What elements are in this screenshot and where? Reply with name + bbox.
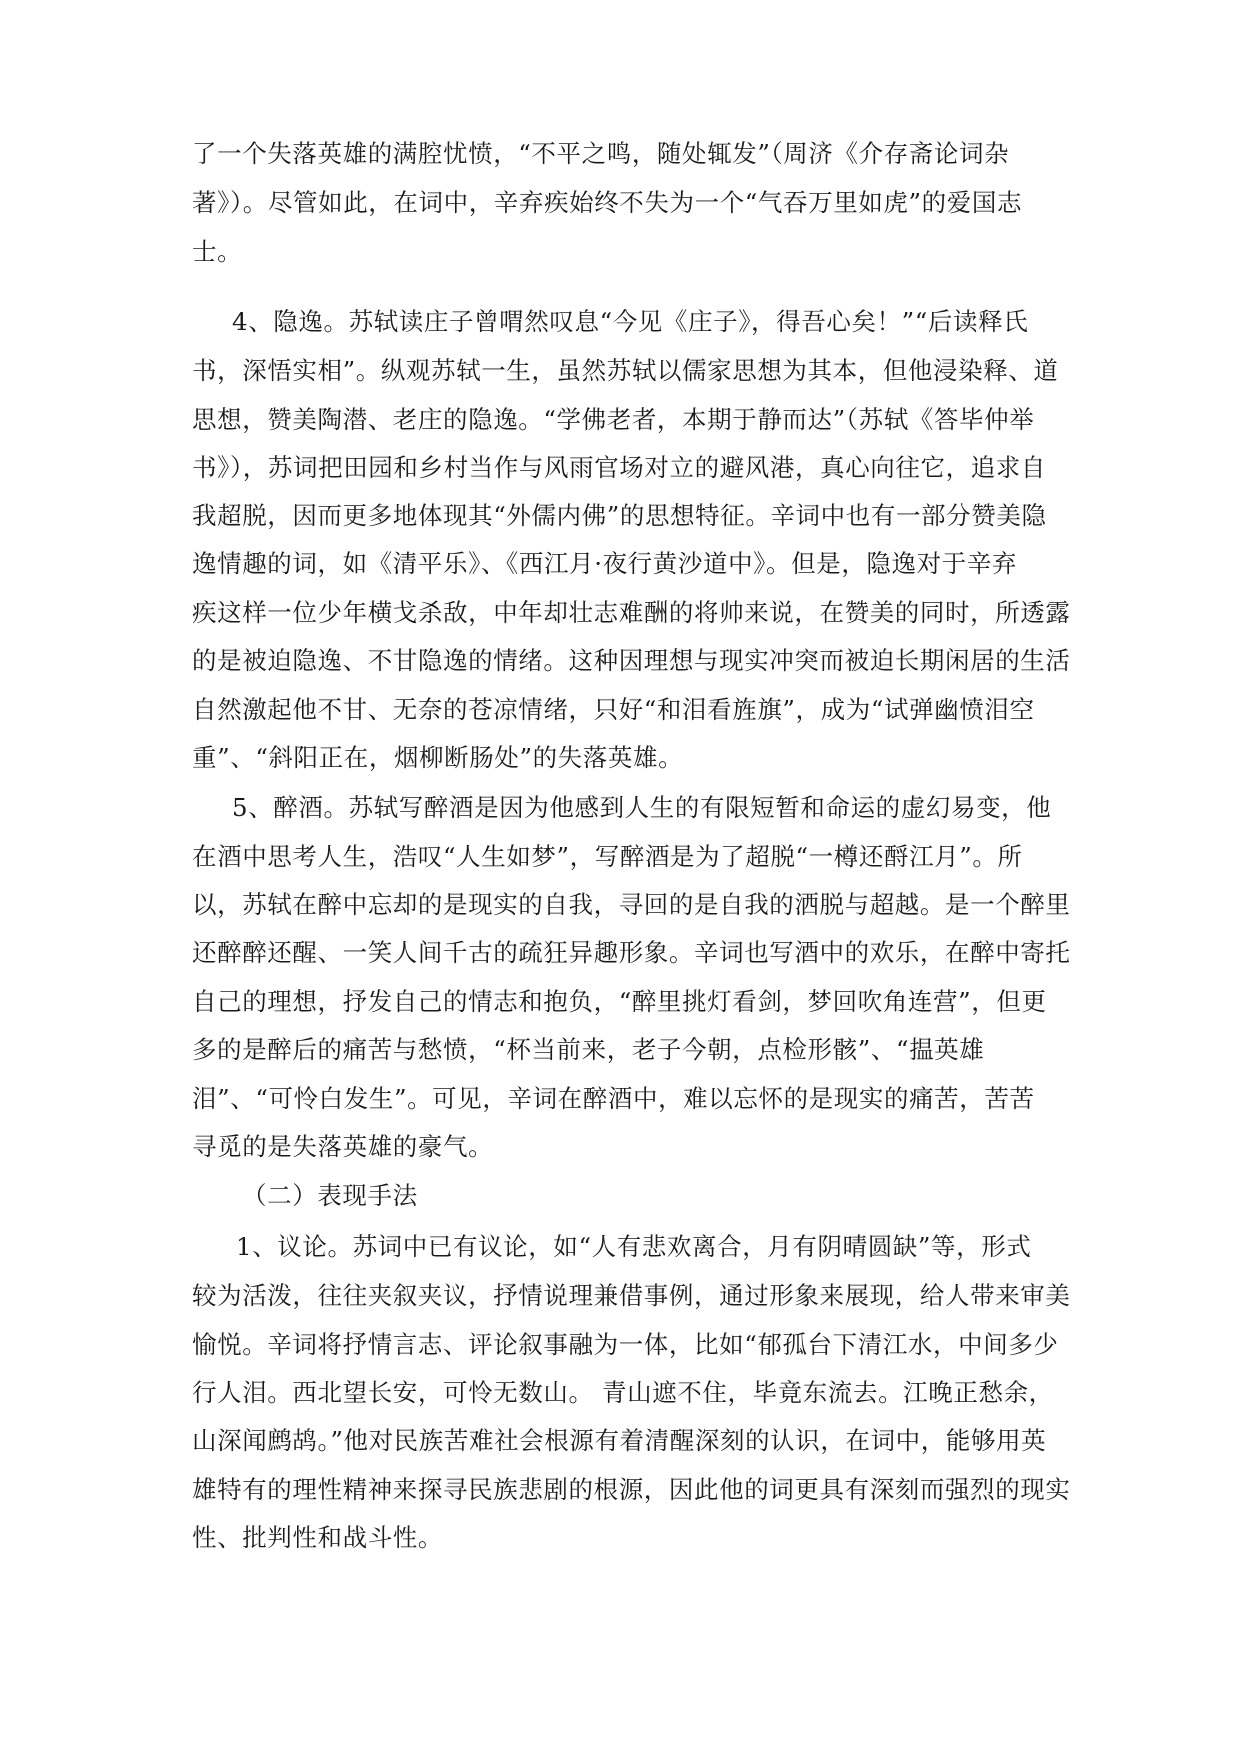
text-line: 泪”、“可怜白发生”。可见，辛词在醉酒中，难以忘怀的是现实的痛苦，苦苦 xyxy=(192,1084,1035,1113)
text-line: 愉悦。辛词将抒情言志、评论叙事融为一体，比如“郁孤台下清江水，中间多少 xyxy=(192,1330,1059,1359)
text-line: 5、醉酒。苏轼写醉酒是因为他感到人生的有限短暂和命运的虚幻易变，他 xyxy=(232,793,1052,822)
text-line: 较为活泼，往往夹叙夹议，抒情说理兼借事例，通过形象来展现，给人带来审美 xyxy=(192,1281,1071,1310)
text-line: 书》），苏词把田园和乡村当作与风雨官场对立的避风港，真心向往它，追求自 xyxy=(192,453,1046,482)
section-heading: （二）表现手法 xyxy=(242,1181,418,1210)
text-line: 重”、“斜阳正在，烟柳断肠处”的失落英雄。 xyxy=(192,743,684,772)
text-line: 思想，赞美陶潜、老庄的隐逸。“学佛老者，本期于静而达”（苏轼《答毕仲举 xyxy=(192,405,1035,434)
text-line: 的是被迫隐逸、不甘隐逸的情绪。这种因理想与现实冲突而被迫长期闲居的生活 xyxy=(192,646,1071,675)
text-line: 自然激起他不甘、无奈的苍凉情绪，只好“和泪看旌旗”，成为“试弹幽愤泪空 xyxy=(192,695,1035,724)
text-line: 雄特有的理性精神来探寻民族悲剧的根源，因此他的词更具有深刻而强烈的现实 xyxy=(192,1475,1071,1504)
text-line: 著》）。尽管如此，在词中，辛弃疾始终不失为一个“气吞万里如虎”的爱国志 xyxy=(192,188,1023,217)
text-line: 书，深悟实相”。纵观苏轼一生，虽然苏轼以儒家思想为其本，但他浸染释、道 xyxy=(192,356,1059,385)
text-line: 士。 xyxy=(192,237,243,266)
text-line: 4、隐逸。苏轼读庄子曾喟然叹息“今见《庄子》，得吾心矣！”“后读释氏 xyxy=(232,307,1029,336)
text-line: 行人泪。西北望长安，可怜无数山。 青山遮不住，毕竟东流去。江晚正愁余， xyxy=(192,1378,1054,1407)
text-line: 我超脱，因而更多地体现其“外儒内佛”的思想特征。辛词中也有一部分赞美隐 xyxy=(192,501,1047,530)
text-line: 多的是醉后的痛苦与愁愤，“杯当前来，老子今朝，点检形骸”、“揾英雄 xyxy=(192,1035,985,1064)
text-line: 以，苏轼在醉中忘却的是现实的自我，寻回的是自我的洒脱与超越。是一个醉里 xyxy=(192,890,1071,919)
text-line: 在酒中思考人生，浩叹“人生如梦”，写醉酒是为了超脱“一樽还酹江月”。所 xyxy=(192,842,1023,871)
text-line: 还醉醉还醒、一笑人间千古的疏狂异趣形象。辛词也写酒中的欢乐，在醉中寄托 xyxy=(192,938,1071,967)
text-line: 自己的理想，抒发自己的情志和抱负，“醉里挑灯看剑，梦回吹角连营”，但更 xyxy=(192,987,1047,1016)
text-line: 性、批判性和战斗性。 xyxy=(192,1523,443,1552)
text-line: 寻觅的是失落英雄的豪气。 xyxy=(192,1132,494,1161)
text-line: 了一个失落英雄的满腔忧愤，“不平之鸣，随处辄发”（周济《介存斋论词杂 xyxy=(192,139,1010,168)
text-line: 逸情趣的词，如《清平乐》、《西江月·夜行黄沙道中》。但是，隐逸对于辛弃 xyxy=(192,549,1018,578)
text-line: 疾这样一位少年横戈杀敌，中年却壮志难酬的将帅来说，在赞美的同时，所透露 xyxy=(192,598,1071,627)
text-line: 1、议论。苏词中已有议论，如“人有悲欢离合，月有阴晴圆缺”等，形式 xyxy=(236,1232,1032,1261)
text-line: 山深闻鹧鸪。”他对民族苦难社会根源有着清醒深刻的认识，在词中，能够用英 xyxy=(192,1426,1047,1455)
